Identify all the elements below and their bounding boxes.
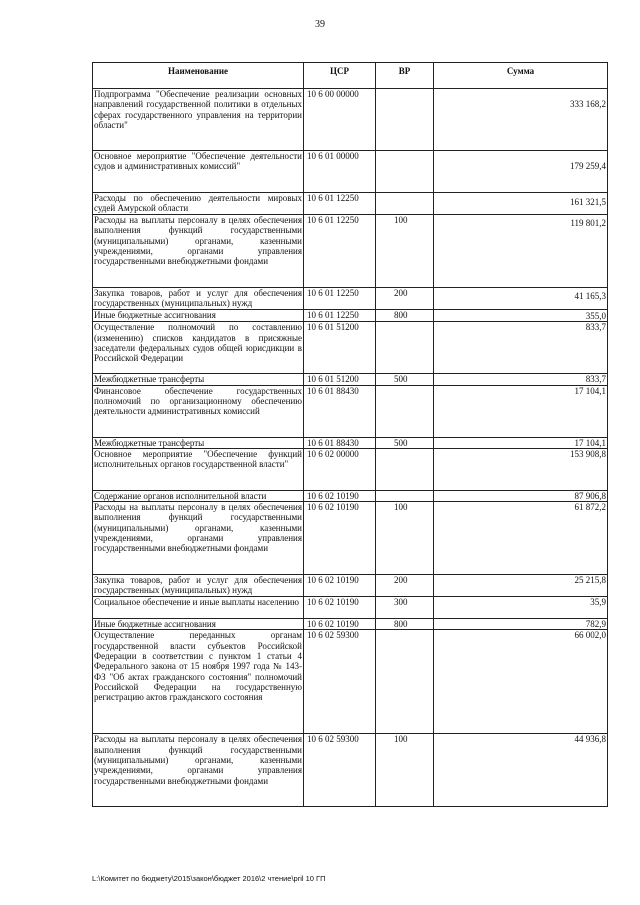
row-sum-cell: 17 104,1	[434, 437, 608, 448]
table-row	[93, 597, 608, 619]
row-vr-cell	[376, 322, 434, 374]
budget-table	[92, 62, 608, 807]
row-name-cell: Основное мероприятие "Обеспечение деятельности судов и административных комиссий"	[93, 151, 304, 193]
row-name-cell: Иные бюджетные ассигнования	[93, 619, 304, 630]
row-csr-cell: 10 6 01 12250	[304, 215, 376, 288]
table-row	[93, 193, 608, 215]
row-sum-cell: 782,9	[434, 619, 608, 630]
row-csr-cell: 10 6 01 51200	[304, 322, 376, 374]
table-row	[93, 437, 608, 448]
row-vr-cell: 500	[376, 374, 434, 385]
row-csr-cell: 10 6 01 12250	[304, 193, 376, 215]
row-vr-cell: 800	[376, 310, 434, 322]
table-row	[93, 374, 608, 385]
row-csr-cell: 10 6 01 51200	[304, 374, 376, 385]
row-vr-cell: 100	[376, 734, 434, 807]
table-row	[93, 385, 608, 437]
table-row	[93, 575, 608, 597]
row-vr-cell: 100	[376, 502, 434, 575]
table-row	[93, 322, 608, 374]
row-sum-cell: 87 906,8	[434, 490, 608, 501]
row-name-cell: Подпрограмма "Обеспечение реализации основных направлений государственной политики в отдельных сферах государственного управления на территории области"	[93, 89, 304, 151]
header-sum: Сумма	[434, 63, 608, 89]
table-row	[93, 448, 608, 490]
table-row	[93, 630, 608, 734]
row-sum-cell: 119 801,2	[434, 215, 608, 288]
row-vr-cell	[376, 630, 434, 734]
row-csr-cell: 10 6 02 10190	[304, 597, 376, 619]
row-csr-cell: 10 6 00 00000	[304, 89, 376, 151]
row-sum-cell: 61 872,2	[434, 502, 608, 575]
row-sum-cell: 333 168,2	[434, 89, 608, 151]
row-name-cell: Осуществление полномочий по составлению (изменению) списков кандидатов в присяжные заседатели федеральных судов общей юрисдикции в Российской Федерации	[93, 322, 304, 374]
table-row	[93, 288, 608, 310]
row-vr-cell: 200	[376, 575, 434, 597]
row-name-cell: Межбюджетные трансферты	[93, 374, 304, 385]
row-csr-cell: 10 6 02 10190	[304, 619, 376, 630]
footer-file-path: L:\Комитет по бюджету\2015\закон\бюджет 2016\2 чтение\pril 10 ГП	[92, 874, 326, 883]
row-vr-cell	[376, 89, 434, 151]
row-name-cell: Закупка товаров, работ и услуг для обеспечения государственных (муниципальных) нужд	[94, 575, 302, 596]
row-name-cell: Содержание органов исполнительной власти	[93, 490, 304, 501]
header-vr: ВР	[376, 63, 434, 89]
row-name-cell: Закупка товаров, работ и услуг для обеспечения государственных (муниципальных) нужд	[94, 288, 302, 309]
row-csr-cell: 10 6 02 10190	[304, 502, 376, 575]
header-name: Наименование	[93, 63, 304, 89]
row-sum-cell: 179 259,4	[434, 151, 608, 193]
row-vr-cell: 500	[376, 437, 434, 448]
row-sum-cell: 833,7	[434, 322, 608, 374]
row-name-cell: Основное мероприятие "Обеспечение функций исполнительных органов государственной власти"	[93, 448, 304, 490]
row-name-cell: Расходы по обеспечению деятельности мировых судей Амурской области	[94, 193, 302, 214]
table-row	[93, 151, 608, 193]
row-vr-cell: 200	[376, 288, 434, 310]
row-vr-cell: 100	[376, 215, 434, 288]
header-csr: ЦСР	[304, 63, 376, 89]
row-csr-cell: 10 6 02 59300	[304, 734, 376, 807]
row-name-cell: Расходы на выплаты персоналу в целях обеспечения выполнения функций государственными (муниципальными) органами, казенными учреждениями, органами управления государственными внебюджетными фондами	[93, 215, 304, 288]
row-name-cell: Расходы на выплаты персоналу в целях обеспечения выполнения функций государственными (муниципальными) органами, казенными учреждениями, органами управления государственными внебюджетными фондами	[93, 502, 304, 575]
row-sum-cell: 66 002,0	[434, 630, 608, 734]
row-csr-cell: 10 6 01 12250	[304, 310, 376, 322]
row-sum-cell: 17 104,1	[434, 385, 608, 437]
table-row	[93, 310, 608, 322]
table-row	[93, 89, 608, 151]
row-sum-cell: 25 215,8	[434, 575, 608, 597]
row-name-cell: Финансовое обеспечение государственных полномочий по организационному обеспечению деятельности административных комиссий	[93, 385, 304, 437]
row-name-cell: Осуществление переданных органам государственной власти субъектов Российской Федерации в соответствии с пунктом 1 статьи 4 Федерального закона от 15 ноября 1997 года № 143-ФЗ "Об актах гражданского состояния" полномочий Российской Федерации на государственную регистрацию актов гражданского состояния	[93, 630, 304, 734]
row-csr-cell: 10 6 02 00000	[304, 448, 376, 490]
row-name-cell: Расходы на выплаты персоналу в целях обеспечения выполнения функций государственными (муниципальными) органами, казенными учреждениями, органами управления государственными внебюджетными фондами	[93, 734, 304, 807]
row-csr-cell: 10 6 01 00000	[304, 151, 376, 193]
row-sum-cell: 355,0	[434, 310, 608, 322]
table-header-row	[93, 63, 608, 89]
row-vr-cell: 300	[376, 597, 434, 619]
row-vr-cell	[376, 448, 434, 490]
row-sum-cell: 833,7	[434, 374, 608, 385]
row-sum-cell: 41 165,3	[434, 288, 608, 310]
row-vr-cell	[376, 490, 434, 501]
row-vr-cell	[376, 151, 434, 193]
row-csr-cell: 10 6 01 88430	[304, 385, 376, 437]
row-csr-cell: 10 6 01 88430	[304, 437, 376, 448]
table-row	[93, 502, 608, 575]
row-name-cell: Социальное обеспечение и иные выплаты населению	[93, 597, 304, 619]
row-csr-cell: 10 6 02 10190	[304, 490, 376, 501]
table-row	[93, 619, 608, 630]
row-vr-cell	[376, 193, 434, 215]
row-csr-cell: 10 6 01 12250	[304, 288, 376, 310]
row-csr-cell: 10 6 02 10190	[304, 575, 376, 597]
row-csr-cell: 10 6 02 59300	[304, 630, 376, 734]
row-vr-cell: 800	[376, 619, 434, 630]
row-name-cell: Иные бюджетные ассигнования	[93, 310, 304, 322]
row-sum-cell: 44 936,8	[434, 734, 608, 807]
row-name-cell: Межбюджетные трансферты	[93, 437, 304, 448]
row-sum-cell: 153 908,8	[434, 448, 608, 490]
row-sum-cell: 35,9	[434, 597, 608, 619]
table-row	[93, 215, 608, 288]
table-row	[93, 490, 608, 501]
page-number: 39	[315, 19, 325, 30]
row-vr-cell	[376, 385, 434, 437]
row-sum-cell: 161 321,5	[434, 193, 608, 215]
table-body	[93, 89, 608, 807]
table-row	[93, 734, 608, 807]
